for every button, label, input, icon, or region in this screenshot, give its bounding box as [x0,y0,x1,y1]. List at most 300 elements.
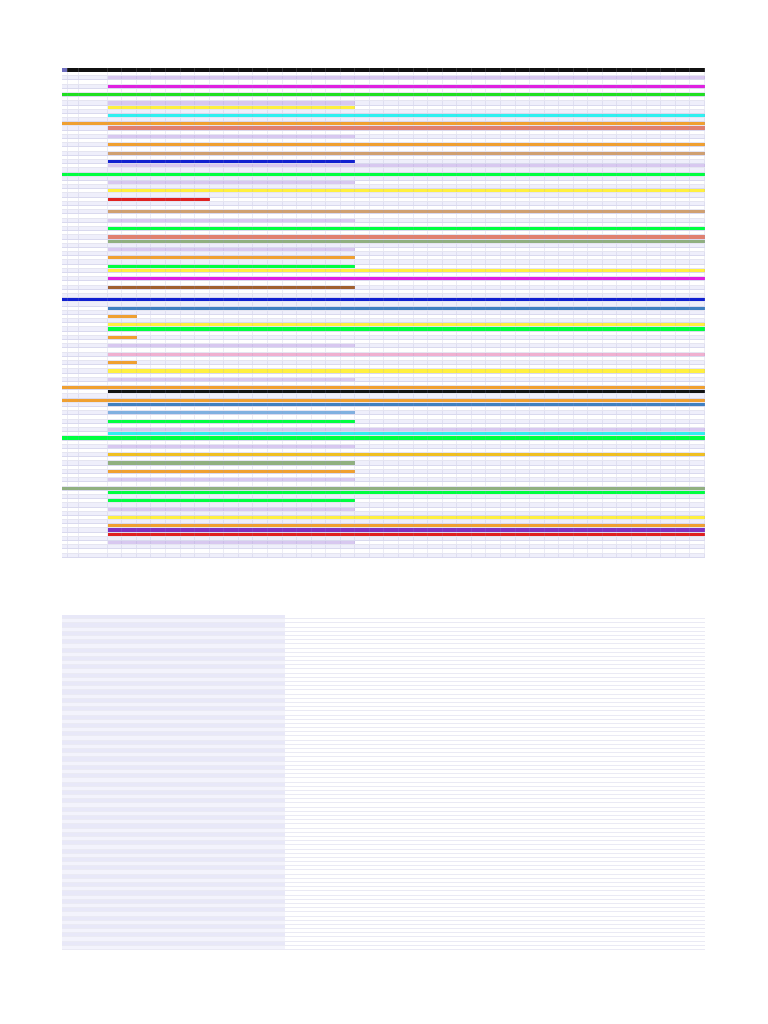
table-cell[interactable] [283,97,298,100]
table-cell[interactable] [224,436,239,439]
table-cell[interactable] [486,281,501,284]
table-cell[interactable] [151,449,166,452]
table-cell[interactable] [545,474,560,477]
table-cell[interactable] [68,181,78,184]
table-cell[interactable] [341,214,356,217]
table-cell[interactable] [239,474,254,477]
table-cell[interactable] [210,231,225,234]
table-cell[interactable] [122,445,137,448]
table-cell[interactable] [472,407,487,410]
table-cell[interactable] [312,198,327,201]
table-cell[interactable] [297,495,312,498]
table-cell[interactable] [457,420,472,423]
table-cell[interactable] [253,273,268,276]
table-cell[interactable] [68,524,78,527]
table-cell[interactable] [443,487,458,490]
table-cell[interactable] [661,114,676,117]
table-cell[interactable] [239,348,254,351]
table-cell[interactable] [501,210,516,213]
table-cell[interactable] [137,72,152,75]
table-cell[interactable] [312,503,327,506]
table-cell[interactable] [472,311,487,314]
table-cell[interactable] [283,399,298,402]
table-cell[interactable] [603,152,618,155]
table-cell[interactable] [457,470,472,473]
table-cell[interactable] [224,369,239,372]
table-cell[interactable] [239,193,254,196]
table-cell[interactable] [443,353,458,356]
table-cell[interactable] [690,72,705,75]
table-cell[interactable] [108,323,123,326]
table-cell[interactable] [181,365,196,368]
table-cell[interactable] [68,101,78,104]
table-cell[interactable] [574,286,589,289]
table-cell[interactable] [195,415,210,418]
table-cell[interactable] [676,260,691,263]
table-cell[interactable] [632,206,647,209]
table-cell[interactable] [108,139,123,142]
table-cell[interactable] [574,461,589,464]
table-cell[interactable] [68,415,78,418]
table-cell[interactable] [399,223,414,226]
table-cell[interactable] [501,80,516,83]
table-cell[interactable] [79,340,108,343]
table-cell[interactable] [312,147,327,150]
table-cell[interactable] [617,311,632,314]
table-cell[interactable] [79,286,108,289]
table-cell[interactable] [268,503,283,506]
table-cell[interactable] [399,114,414,117]
table-cell[interactable] [253,227,268,230]
table-cell[interactable] [588,432,603,435]
table-cell[interactable] [516,80,531,83]
table-cell[interactable] [632,265,647,268]
table-cell[interactable] [588,72,603,75]
table-cell[interactable] [530,118,545,121]
table-cell[interactable] [79,193,108,196]
table-cell[interactable] [137,85,152,88]
table-cell[interactable] [443,164,458,167]
table-cell[interactable] [472,294,487,297]
table-cell[interactable] [210,89,225,92]
table-cell[interactable] [297,214,312,217]
table-cell[interactable] [79,415,108,418]
table-cell[interactable] [530,160,545,163]
table-cell[interactable] [108,181,123,184]
table-cell[interactable] [108,524,123,527]
table-cell[interactable] [486,378,501,381]
table-cell[interactable] [443,394,458,397]
table-cell[interactable] [457,512,472,515]
table-cell[interactable] [210,177,225,180]
table-cell[interactable] [297,256,312,259]
table-cell[interactable] [341,185,356,188]
table-cell[interactable] [574,206,589,209]
table-cell[interactable] [195,294,210,297]
table-cell[interactable] [516,101,531,104]
table-cell[interactable] [181,198,196,201]
table-cell[interactable] [486,361,501,364]
table-cell[interactable] [239,478,254,481]
table-cell[interactable] [617,374,632,377]
table-cell[interactable] [355,307,370,310]
table-cell[interactable] [486,411,501,414]
table-cell[interactable] [603,319,618,322]
table-cell[interactable] [137,93,152,96]
table-cell[interactable] [574,290,589,293]
table-cell[interactable] [283,524,298,527]
table-cell[interactable] [210,495,225,498]
table-cell[interactable] [370,424,385,427]
table-cell[interactable] [137,327,152,330]
table-cell[interactable] [661,152,676,155]
table-cell[interactable] [501,76,516,79]
table-cell[interactable] [472,110,487,113]
table-cell[interactable] [297,177,312,180]
table-cell[interactable] [341,399,356,402]
table-cell[interactable] [341,432,356,435]
table-cell[interactable] [676,369,691,372]
table-cell[interactable] [690,424,705,427]
table-cell[interactable] [312,231,327,234]
table-cell[interactable] [224,390,239,393]
table-cell[interactable] [559,164,574,167]
table-cell[interactable] [457,382,472,385]
table-cell[interactable] [384,265,399,268]
table-cell[interactable] [370,528,385,531]
table-cell[interactable] [239,294,254,297]
table-cell[interactable] [122,453,137,456]
table-cell[interactable] [312,173,327,176]
table-cell[interactable] [341,156,356,159]
table-cell[interactable] [559,411,574,414]
table-cell[interactable] [297,394,312,397]
table-cell[interactable] [486,235,501,238]
table-cell[interactable] [297,378,312,381]
table-cell[interactable] [68,365,78,368]
table-cell[interactable] [472,256,487,259]
table-cell[interactable] [137,390,152,393]
table-cell[interactable] [268,524,283,527]
table-cell[interactable] [122,478,137,481]
table-cell[interactable] [166,420,181,423]
table-cell[interactable] [239,466,254,469]
table-cell[interactable] [647,449,662,452]
table-cell[interactable] [355,135,370,138]
table-cell[interactable] [588,156,603,159]
table-cell[interactable] [559,147,574,150]
table-cell[interactable] [195,499,210,502]
table-cell[interactable] [690,122,705,125]
table-cell[interactable] [68,457,78,460]
table-cell[interactable] [617,361,632,364]
table-cell[interactable] [122,298,137,301]
table-cell[interactable] [253,240,268,243]
table-cell[interactable] [632,298,647,301]
table-cell[interactable] [326,244,341,247]
table-cell[interactable] [253,315,268,318]
table-cell[interactable] [603,353,618,356]
table-cell[interactable] [283,407,298,410]
table-cell[interactable] [501,520,516,523]
table-cell[interactable] [268,357,283,360]
table-cell[interactable] [181,273,196,276]
table-cell[interactable] [516,131,531,134]
table-cell[interactable] [355,520,370,523]
table-cell[interactable] [414,256,429,259]
table-cell[interactable] [545,152,560,155]
table-cell[interactable] [239,307,254,310]
table-cell[interactable] [195,336,210,339]
table-cell[interactable] [472,89,487,92]
table-cell[interactable] [68,131,78,134]
table-cell[interactable] [617,508,632,511]
table-cell[interactable] [661,219,676,222]
table-cell[interactable] [384,348,399,351]
table-cell[interactable] [501,231,516,234]
table-cell[interactable] [195,277,210,280]
table-cell[interactable] [326,139,341,142]
table-cell[interactable] [690,252,705,255]
table-cell[interactable] [617,420,632,423]
table-cell[interactable] [486,214,501,217]
table-cell[interactable] [239,512,254,515]
table-cell[interactable] [516,248,531,251]
table-cell[interactable] [661,428,676,431]
table-cell[interactable] [428,168,443,171]
table-cell[interactable] [79,482,108,485]
table-cell[interactable] [588,110,603,113]
table-cell[interactable] [210,332,225,335]
table-cell[interactable] [166,528,181,531]
table-cell[interactable] [224,508,239,511]
table-cell[interactable] [195,298,210,301]
table-cell[interactable] [457,457,472,460]
table-cell[interactable] [661,390,676,393]
table-cell[interactable] [297,361,312,364]
table-cell[interactable] [457,528,472,531]
table-cell[interactable] [574,344,589,347]
table-cell[interactable] [603,219,618,222]
table-cell[interactable] [239,273,254,276]
table-cell[interactable] [501,185,516,188]
table-cell[interactable] [574,407,589,410]
table-cell[interactable] [443,219,458,222]
table-cell[interactable] [122,168,137,171]
table-cell[interactable] [151,311,166,314]
table-cell[interactable] [137,482,152,485]
table-cell[interactable] [414,428,429,431]
table-cell[interactable] [647,528,662,531]
table-cell[interactable] [647,260,662,263]
table-cell[interactable] [122,223,137,226]
table-cell[interactable] [690,198,705,201]
table-cell[interactable] [326,336,341,339]
table-cell[interactable] [224,223,239,226]
table-cell[interactable] [545,453,560,456]
table-cell[interactable] [545,499,560,502]
table-cell[interactable] [690,214,705,217]
table-cell[interactable] [122,265,137,268]
table-cell[interactable] [210,110,225,113]
table-cell[interactable] [588,248,603,251]
table-cell[interactable] [224,185,239,188]
table-cell[interactable] [472,374,487,377]
table-cell[interactable] [632,235,647,238]
table-cell[interactable] [79,256,108,259]
table-cell[interactable] [224,122,239,125]
table-cell[interactable] [632,227,647,230]
table-cell[interactable] [79,160,108,163]
table-cell[interactable] [530,336,545,339]
table-cell[interactable] [399,189,414,192]
table-cell[interactable] [181,449,196,452]
table-cell[interactable] [341,311,356,314]
table-cell[interactable] [122,286,137,289]
table-cell[interactable] [384,487,399,490]
table-cell[interactable] [632,256,647,259]
table-cell[interactable] [166,198,181,201]
table-cell[interactable] [151,97,166,100]
table-cell[interactable] [79,265,108,268]
table-cell[interactable] [122,173,137,176]
table-cell[interactable] [224,248,239,251]
table-cell[interactable] [690,240,705,243]
table-cell[interactable] [108,432,123,435]
table-cell[interactable] [516,340,531,343]
table-cell[interactable] [530,436,545,439]
table-cell[interactable] [122,344,137,347]
table-cell[interactable] [151,319,166,322]
table-cell[interactable] [312,394,327,397]
table-cell[interactable] [690,269,705,272]
table-cell[interactable] [297,420,312,423]
table-cell[interactable] [399,394,414,397]
table-cell[interactable] [108,307,123,310]
table-cell[interactable] [312,478,327,481]
table-cell[interactable] [632,164,647,167]
table-cell[interactable] [472,516,487,519]
table-cell[interactable] [603,449,618,452]
table-cell[interactable] [472,336,487,339]
table-cell[interactable] [603,332,618,335]
table-cell[interactable] [690,101,705,104]
table-cell[interactable] [384,374,399,377]
table-cell[interactable] [181,382,196,385]
table-cell[interactable] [341,415,356,418]
table-cell[interactable] [297,307,312,310]
table-cell[interactable] [239,122,254,125]
table-cell[interactable] [516,164,531,167]
table-cell[interactable] [384,340,399,343]
table-cell[interactable] [355,168,370,171]
table-cell[interactable] [647,478,662,481]
table-cell[interactable] [181,93,196,96]
table-cell[interactable] [516,122,531,125]
table-cell[interactable] [253,298,268,301]
table-cell[interactable] [661,298,676,301]
table-cell[interactable] [486,436,501,439]
table-cell[interactable] [210,302,225,305]
table-cell[interactable] [603,457,618,460]
table-cell[interactable] [414,503,429,506]
table-cell[interactable] [268,340,283,343]
table-cell[interactable] [661,273,676,276]
table-cell[interactable] [355,315,370,318]
table-cell[interactable] [457,386,472,389]
table-cell[interactable] [501,139,516,142]
table-cell[interactable] [428,428,443,431]
table-cell[interactable] [210,118,225,121]
table-cell[interactable] [326,240,341,243]
table-cell[interactable] [676,80,691,83]
table-cell[interactable] [384,173,399,176]
table-cell[interactable] [617,76,632,79]
table-cell[interactable] [617,244,632,247]
table-cell[interactable] [224,72,239,75]
table-cell[interactable] [632,524,647,527]
table-cell[interactable] [355,516,370,519]
table-cell[interactable] [588,353,603,356]
table-cell[interactable] [68,357,78,360]
table-cell[interactable] [516,378,531,381]
table-cell[interactable] [384,524,399,527]
table-cell[interactable] [443,474,458,477]
table-cell[interactable] [370,478,385,481]
table-cell[interactable] [239,453,254,456]
table-cell[interactable] [283,466,298,469]
table-cell[interactable] [414,223,429,226]
table-cell[interactable] [326,265,341,268]
table-cell[interactable] [647,524,662,527]
table-cell[interactable] [341,482,356,485]
table-cell[interactable] [181,85,196,88]
table-cell[interactable] [210,374,225,377]
table-cell[interactable] [559,244,574,247]
table-cell[interactable] [210,315,225,318]
table-cell[interactable] [690,415,705,418]
table-cell[interactable] [312,420,327,423]
table-cell[interactable] [283,156,298,159]
table-cell[interactable] [632,106,647,109]
table-cell[interactable] [661,302,676,305]
table-cell[interactable] [224,386,239,389]
table-cell[interactable] [617,85,632,88]
table-cell[interactable] [122,294,137,297]
table-cell[interactable] [574,449,589,452]
table-cell[interactable] [283,365,298,368]
table-cell[interactable] [632,85,647,88]
table-cell[interactable] [341,474,356,477]
table-cell[interactable] [428,432,443,435]
table-cell[interactable] [181,524,196,527]
table-cell[interactable] [181,160,196,163]
table-cell[interactable] [428,503,443,506]
table-cell[interactable] [588,101,603,104]
table-cell[interactable] [414,315,429,318]
table-cell[interactable] [370,524,385,527]
table-cell[interactable] [312,298,327,301]
table-cell[interactable] [370,93,385,96]
table-cell[interactable] [122,487,137,490]
table-cell[interactable] [676,374,691,377]
table-cell[interactable] [632,244,647,247]
table-cell[interactable] [341,348,356,351]
table-cell[interactable] [428,235,443,238]
table-cell[interactable] [603,407,618,410]
table-cell[interactable] [574,202,589,205]
table-cell[interactable] [166,353,181,356]
